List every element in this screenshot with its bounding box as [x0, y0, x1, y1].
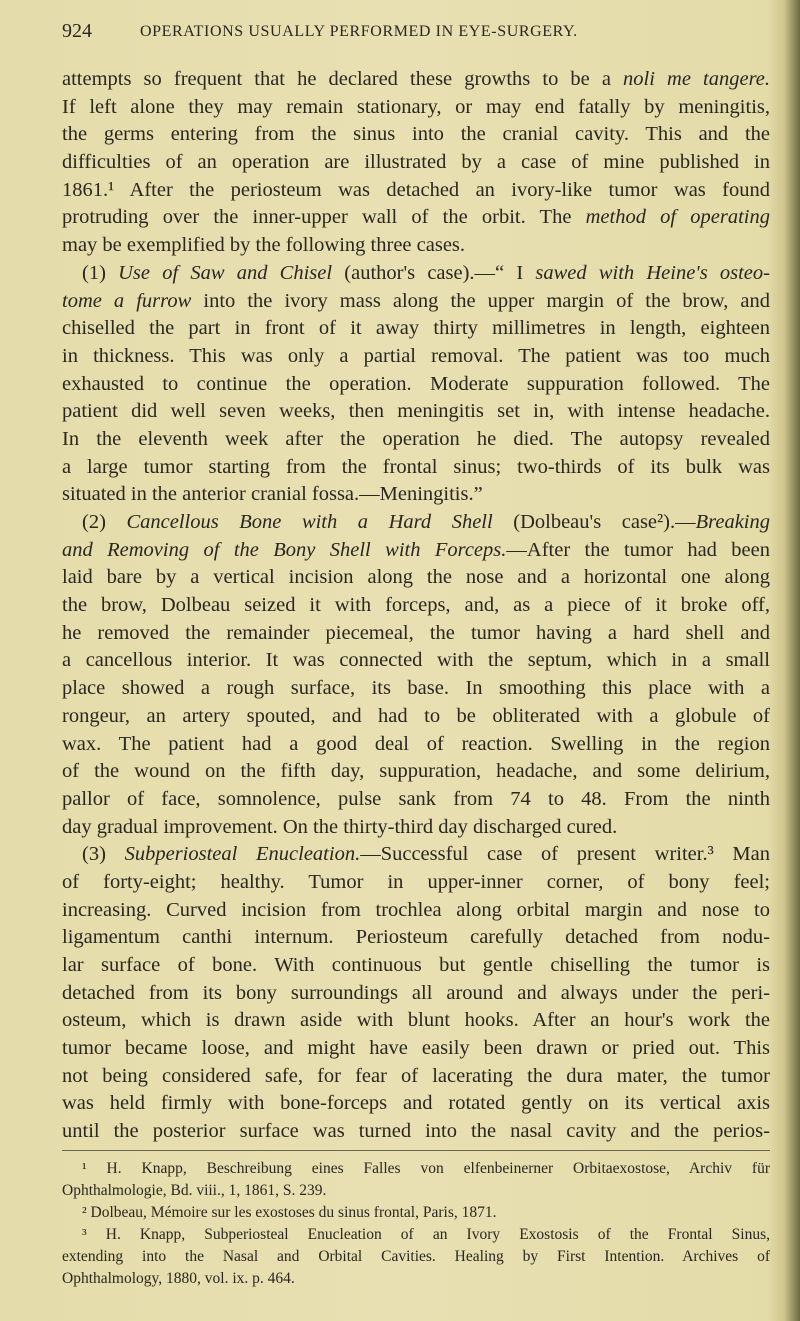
- running-header: [62, 20, 762, 44]
- text-span: may be exemplified by the following three cases.: [62, 234, 466, 257]
- text-span: a cancellous interior. It was connected with the septum, which in a small: [62, 649, 770, 672]
- text-span: not being considered safe, for fear of lacerating the dura mater, the tumor: [62, 1064, 770, 1087]
- text-span: was held firmly with bone-forceps and rotated gently on its vertical axis: [62, 1092, 770, 1115]
- text-span: of the wound on the fifth day, suppuration, headache, and some delirium,: [62, 760, 770, 783]
- text-span: wax. The patient had a good deal of reaction. Swelling in the region: [62, 732, 770, 755]
- text-line: [62, 398, 770, 426]
- text-span: (Dolbeau's case²).—: [492, 511, 696, 533]
- text-line: [62, 371, 770, 399]
- text-span: difficulties of an operation are illustrated by a case of mine published in: [62, 151, 770, 174]
- italic-text: tome a furrow: [62, 289, 192, 312]
- text-span: —After the tumor had been: [506, 538, 770, 561]
- text-span: 1861.¹ After the periosteum was detached an ivory-like tumor was found: [62, 178, 770, 201]
- text-line: [62, 288, 770, 316]
- text-span: protruding over the inner-upper wall of the orbit. The: [62, 206, 586, 229]
- text-line: [62, 149, 770, 177]
- text-span: ligamentum canthi internum. Periosteum carefully detached from nodu-: [62, 926, 770, 949]
- text-span: chiselled the part in front of it away thirty millimetres in length, eighteen: [62, 317, 770, 340]
- text-line: [62, 841, 770, 869]
- text-span: osteum, which is drawn aside with blunt hooks. After an hour's work the: [62, 1009, 770, 1032]
- text-line: [62, 509, 770, 537]
- text-line: [62, 758, 770, 786]
- text-span: until the posterior surface was turned into the nasal cavity and the perios-: [62, 1120, 770, 1143]
- text-span: a large tumor starting from the frontal sinus; two-thirds of its bulk was: [62, 455, 770, 478]
- text-span: (3): [82, 843, 125, 866]
- text-span: place showed a rough surface, its base. In smoothing this place with a: [62, 677, 770, 700]
- italic-text: and Removing of the Bony Shell with Forceps.: [62, 538, 507, 561]
- text-span: increasing. Curved incision from trochlea along orbital margin and nose to: [62, 898, 770, 921]
- text-span: day gradual improvement. On the thirty-third day discharged cured.: [62, 815, 618, 838]
- text-line: [62, 426, 770, 454]
- text-span: (2): [82, 511, 127, 533]
- italic-text: Use of Saw and Chisel: [118, 261, 333, 284]
- text-line: [62, 564, 770, 592]
- text-span: (1): [82, 261, 119, 284]
- running-title: OPERATIONS USUALLY PERFORMED IN EYE-SURGERY.: [140, 23, 578, 40]
- text-line: [62, 315, 770, 343]
- text-line: [62, 592, 770, 620]
- footnotes: [62, 1158, 770, 1290]
- text-line: [62, 204, 770, 232]
- text-span: in thickness. This was only a partial removal. The patient was too much: [62, 344, 770, 367]
- footnote-line: Ophthalmologie, Bd. viii., 1, 1861, S. 239.: [62, 1182, 327, 1199]
- footnote-line: ¹ H. Knapp, Beschreibung eines Falles von elfenbeinerner Orbitaexostose, Archiv für: [82, 1160, 770, 1177]
- text-line: [62, 343, 770, 371]
- text-line: [62, 260, 770, 288]
- text-line: [62, 1007, 770, 1035]
- text-span: patient did well seven weeks, then meningitis set in, with intense headache.: [62, 400, 770, 423]
- body-text: [62, 66, 770, 1146]
- footnote-line: extending into the Nasal and Orbital Cavities. Healing by First Intention. Archives of: [62, 1248, 770, 1265]
- text-line: [62, 731, 770, 759]
- text-line: [62, 1035, 770, 1063]
- text-span: of forty-eight; healthy. Tumor in upper-inner corner, of bony feel;: [62, 870, 770, 893]
- text-span: attempts so frequent that he declared these growths to be a: [62, 68, 624, 90]
- text-line: [62, 703, 770, 731]
- text-span: the brow, Dolbeau seized it with forceps, and, as a piece of it broke off,: [62, 594, 770, 617]
- text-line: [62, 1063, 770, 1091]
- italic-text: method of operating: [585, 206, 770, 229]
- text-span: If left alone they may remain stationary, or may end fatally by meningitis,: [62, 95, 770, 118]
- text-span: exhausted to continue the operation. Moderate suppuration followed. The: [62, 372, 770, 395]
- text-span: into the ivory mass along the upper margin of the brow, and: [191, 289, 770, 312]
- text-line: [62, 786, 770, 814]
- text-line: [62, 1118, 770, 1146]
- text-span: rongeur, an artery spouted, and had to be obliterated with a globule of: [62, 704, 770, 727]
- text-span: situated in the anterior cranial fossa.—Meningitis.”: [62, 483, 483, 506]
- text-line: [62, 121, 770, 149]
- text-line: [62, 620, 770, 648]
- footnote-line: ² Dolbeau, Mémoire sur les exostoses du sinus frontal, Paris, 1871.: [82, 1204, 497, 1221]
- text-line: [62, 94, 770, 122]
- italic-text: Cancellous Bone with a Hard Shell: [126, 511, 493, 533]
- text-line: [62, 897, 770, 925]
- text-span: tumor became loose, and might have easily been drawn or pried out. This: [62, 1037, 770, 1060]
- text-line: [62, 1090, 770, 1118]
- text-line: [62, 66, 770, 94]
- text-line: [62, 814, 770, 842]
- text-line: [62, 675, 770, 703]
- text-span: the germs entering from the sinus into the cranial cavity. This and the: [62, 123, 770, 146]
- text-line: [62, 647, 770, 675]
- page-number: 924: [62, 20, 92, 42]
- text-line: [62, 924, 770, 952]
- text-line: [62, 537, 770, 565]
- text-line: [62, 232, 770, 260]
- text-line: [62, 454, 770, 482]
- footnote-line: Ophthalmology, 1880, vol. ix. p. 464.: [62, 1270, 295, 1287]
- text-line: [62, 980, 770, 1008]
- text-line: [62, 481, 770, 509]
- text-span: In the eleventh week after the operation he died. The autopsy revealed: [62, 427, 770, 450]
- italic-text: noli me tangere.: [623, 68, 771, 90]
- text-line: [62, 869, 770, 897]
- text-line: [62, 952, 770, 980]
- text-span: —Successful case of present writer.³ Man: [360, 843, 771, 866]
- italic-text: sawed with Heine's osteo-: [535, 261, 770, 284]
- text-line: [62, 177, 770, 205]
- footnote-line: ³ H. Knapp, Subperiosteal Enucleation of an Ivory Exostosis of the Frontal Sinus,: [82, 1226, 770, 1243]
- text-span: pallor of face, somnolence, pulse sank from 74 to 48. From the ninth: [62, 787, 770, 810]
- text-span: (author's case).—“ I: [332, 261, 536, 284]
- italic-text: Subperiosteal Enucleation.: [124, 843, 361, 866]
- text-span: he removed the remainder piecemeal, the tumor having a hard shell and: [62, 621, 770, 644]
- text-span: laid bare by a vertical incision along the nose and a horizontal one along: [62, 566, 770, 589]
- text-span: detached from its bony surroundings all around and always under the peri-: [62, 981, 770, 1004]
- text-span: lar surface of bone. With continuous but gentle chiselling the tumor is: [62, 954, 770, 976]
- footnote-divider: [62, 1150, 770, 1151]
- italic-text: Breaking: [695, 511, 771, 533]
